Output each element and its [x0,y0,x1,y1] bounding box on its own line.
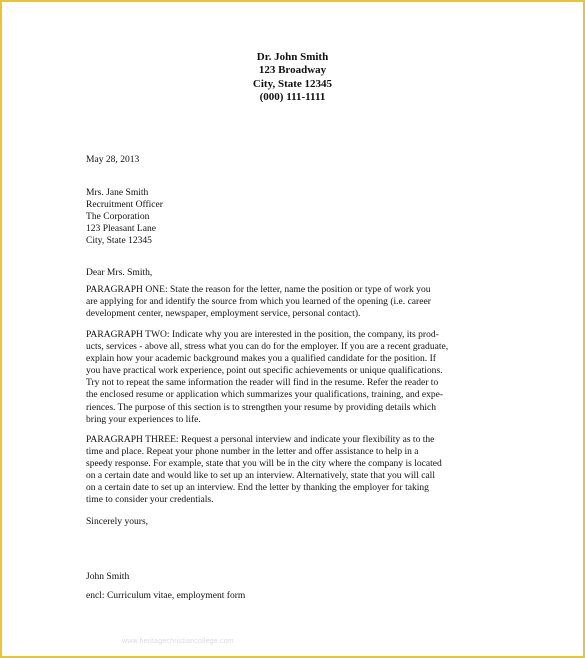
watermark: www.heritagechristiancollege.com [122,638,234,645]
paragraph-line: Try not to repeat the same information the reader will find in the resume. Refer the reader to [86,377,439,389]
paragraph-line: speedy response. For example, state that you will be in the city where the company is located [86,458,442,470]
paragraph-three [86,434,504,507]
closing: Sincerely yours, [86,516,149,527]
letterhead [2,51,583,105]
paragraph-line: PARAGRAPH THREE: Request a personal interview and indicate your flexibility as to the [86,434,435,445]
letter-date: May 28, 2013 [86,154,140,165]
paragraph-line: explain how your academic background makes you a qualified candidate for the position. If [86,353,436,365]
paragraph-line: time to consider your credentials. [86,494,214,506]
paragraph-line: are applying for and identify the source from which you learned of the opening (i.e. career [86,296,431,308]
paragraph-two [86,329,504,426]
signer-name: John Smith [86,571,130,582]
recipient-title: Recruitment Officer [86,199,163,211]
paragraph-one [86,284,504,320]
recipient-address [86,187,504,247]
recipient-street: 123 Pleasant Lane [86,223,156,235]
sender-city: City, State 12345 [252,77,333,90]
recipient-company: The Corporation [86,211,150,223]
paragraph-line: ucts, services - above all, stress what you can do for the employer. If you are a recent graduate, [86,341,449,353]
paragraph-line: time and place. Repeat your phone number in the letter and offer assistance to help in a [86,446,419,458]
salutation: Dear Mrs. Smith, [86,267,153,278]
paragraph-line: development center, newspaper, employment service, personal contact). [86,308,361,320]
recipient-city: City, State 12345 [86,235,152,247]
paragraph-line: PARAGRAPH TWO: Indicate why you are interested in the position, the company, its prod- [86,329,439,340]
sender-street: 123 Broadway [258,64,327,77]
paragraph-line: the enclosed resume or application which summarizes your qualifications, training, and expe- [86,389,444,401]
sender-name: Dr. John Smith [256,51,329,63]
sender-phone: (000) 111-1111 [259,91,326,104]
paragraph-line: PARAGRAPH ONE: State the reason for the letter, name the position or type of work you [86,284,431,295]
enclosure-note: encl: Curriculum vitae, employment form [86,590,246,601]
paragraph-line: riences. The purpose of this section is to strengthen your resume by providing details which [86,401,437,413]
paragraph-line: you have practical work experience, point out specific achievements or unique qualifications. [86,365,443,377]
paragraph-line: bring your experiences to life. [86,413,201,425]
recipient-name: Mrs. Jane Smith [86,187,149,198]
paragraph-line: on a certain date and would like to set up an interview. Alternatively, state that you will call [86,470,435,482]
paragraph-line: on a certain date to set up an interview. End the letter by thanking the employer for taking [86,482,429,494]
